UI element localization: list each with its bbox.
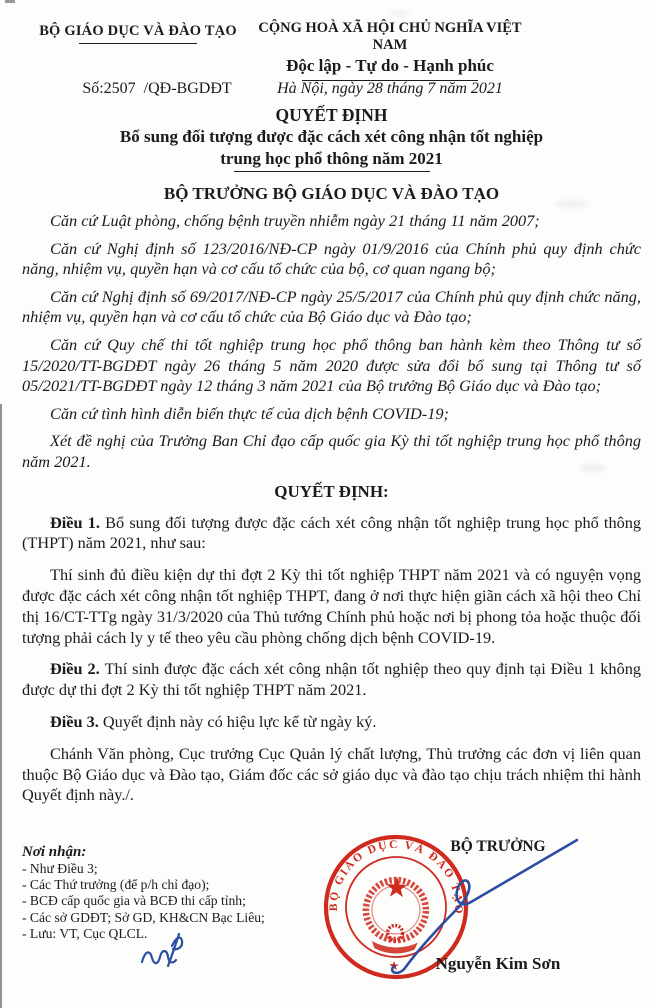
document-number: Số:2507 /QĐ-BGDĐT <box>82 80 232 97</box>
signer-initials <box>136 918 198 972</box>
article-paragraph <box>22 712 641 733</box>
preamble-clause: Căn cứ Quy chế thi tốt nghiệp trung học phổ thông ban hành kèm theo Thông tư số 15/2020/TT-BGDĐT ngày 26 tháng 5 năm 2020 được sửa đổi bổ sung tại Thông tư số 05/2021/TT-BGDĐT ngày 12 tháng 3 năm 2021 của Bộ trưởng Bộ Giáo dục và Đào tạo; <box>22 334 641 396</box>
org-underline <box>79 43 197 44</box>
recipient-item: - Các sở GDĐT; Sở GD, KH&CN Bạc Liêu; <box>22 909 265 925</box>
issuing-org: BỘ GIÁO DỤC VÀ ĐÀO TẠO <box>39 23 237 39</box>
title-underline <box>234 171 430 172</box>
articles-block <box>22 513 641 807</box>
signature-stroke <box>378 828 590 974</box>
document-subject-line1: Bổ sung đối tượng được đặc cách xét công nhận tốt nghiệp <box>119 127 544 146</box>
article-paragraph <box>22 744 641 806</box>
recipients-title: Nơi nhận: <box>22 844 87 860</box>
recipient-item: - Các Thứ trưởng (để p/h chỉ đạo); <box>22 877 210 893</box>
decision-heading: QUYẾT ĐỊNH: <box>274 481 389 501</box>
recipient-item: - Như Điều 3; <box>22 861 98 876</box>
scan-smudge <box>580 464 606 473</box>
preamble-clause: Căn cứ tình hình diễn biến thực tế của dịch bệnh COVID-19; <box>50 403 449 423</box>
preamble-clause: Căn cứ Nghị định số 123/2016/NĐ-CP ngày 01/9/2016 của Chính phủ quy định chức năng, nhiệm vụ, quyền hạn và cơ cấu tổ chức của bộ, cơ quan ngang bộ; <box>22 238 641 279</box>
doc-meta-row <box>22 80 641 102</box>
preamble-block <box>22 211 641 473</box>
article-label: Điều 2. <box>50 659 105 679</box>
preamble-clause: Xét đề nghị của Trưởng Ban Chỉ đạo cấp quốc gia Kỳ thi tốt nghiệp trung học phổ thông năm 2021. <box>22 431 641 471</box>
document-kind: QUYẾT ĐỊNH <box>275 105 388 125</box>
national-motto-block <box>240 20 540 81</box>
document-header <box>22 20 641 75</box>
article-text: Chánh Văn phòng, Cục trưởng Cục Quản lý chất lượng, Thủ trưởng các đơn vị liên quan thuộc Bộ Giáo dục và Đào tạo, Giám đốc các sở giáo dục và đào tạo chịu trách nhiệm thi hành Quyết định này./. <box>22 743 641 805</box>
preamble-clause: Căn cứ Nghị định số 69/2017/NĐ-CP ngày 25/5/2017 của Chính phủ quy định chức năng, nhiệm vụ, quyền hạn và cơ cấu tổ chức của Bộ Giáo dục và Đào tạo; <box>22 286 641 327</box>
signature-footer <box>0 836 649 1008</box>
article-paragraph <box>22 565 641 648</box>
article-text: Thí sinh được đặc cách xét công nhận tốt nghiệp theo quy định tại Điều 1 không được dự thi đợt 2 Kỳ thi tốt nghiệp THPT năm 2021. <box>22 659 641 700</box>
preamble-clause: Căn cứ Luật phòng, chống bệnh truyền nhiễm ngày 21 tháng 11 năm 2007; <box>50 211 540 230</box>
article-paragraph <box>22 513 641 555</box>
scan-corner-artifact <box>5 0 15 3</box>
signer-title: BỘ TRƯỞNG <box>450 838 546 855</box>
signer-name: Nguyễn Kim Sơn <box>435 954 561 973</box>
article-label: Điều 3. <box>50 711 103 731</box>
article-label: Điều 1. <box>50 512 106 532</box>
article-paragraph <box>22 659 641 701</box>
issuing-org-block <box>28 23 248 44</box>
article-text: Quyết định này có hiệu lực kể từ ngày ký. <box>102 711 377 731</box>
scan-smudge <box>388 10 410 17</box>
recipient-item: - BCĐ cấp quốc gia và BCĐ thi cấp tỉnh; <box>22 893 246 909</box>
recipient-item: - Lưu: VT, Cục QLCL. <box>22 925 148 941</box>
national-motto-line2: Độc lập - Tự do - Hạnh phúc <box>286 56 494 75</box>
signature-path <box>392 840 577 973</box>
document-subject-line2: trung học phổ thông năm 2021 <box>220 149 443 168</box>
issuing-authority: BỘ TRƯỞNG BỘ GIÁO DỤC VÀ ĐÀO TẠO <box>163 184 500 203</box>
place-and-date: Hà Nội, ngày 28 tháng 7 năm 2021 <box>277 80 503 97</box>
national-motto-line1: CỘNG HOÀ XÃ HỘI CHỦ NGHĨA VIỆT NAM <box>258 20 522 53</box>
title-block <box>22 104 641 204</box>
article-text: Bổ sung đối tượng được đặc cách xét công nhận tốt nghiệp trung học phổ thông (THPT) năm 2021, như sau: <box>22 512 642 553</box>
stamp-ring-text: BỘ GIÁO DỤC VÀ ĐÀO TẠO <box>327 838 465 916</box>
scan-smudge <box>554 200 588 208</box>
article-text: Thí sinh đủ điều kiện dự thi đợt 2 Kỳ thi tốt nghiệp THPT năm 2021 và có nguyện vọng được đặc cách xét công nhận tốt nghiệp THPT, đang ở nơi thực hiện giãn cách xã hội theo Chỉ thị 16/CT-TTg ngày 31/3/2020 của Thủ tướng Chính phủ hoặc nơi bị phong tỏa hoặc thuộc đối tượng phải cách ly y tế theo yêu cầu phòng chống dịch bệnh COVID-19. <box>22 565 641 647</box>
